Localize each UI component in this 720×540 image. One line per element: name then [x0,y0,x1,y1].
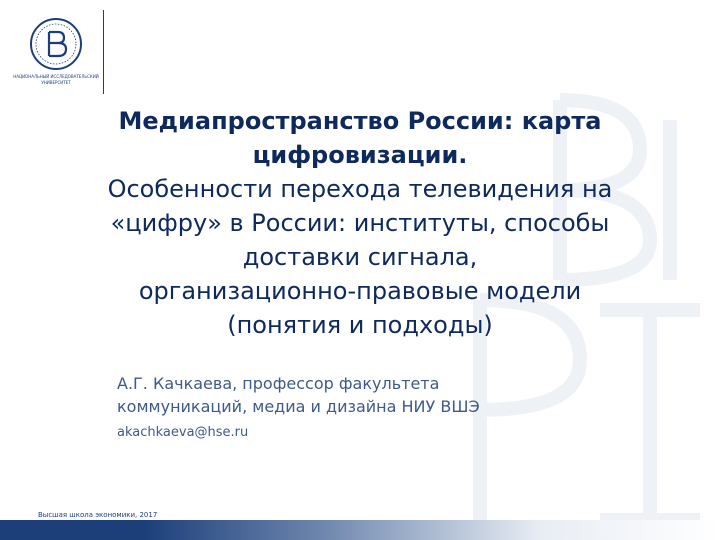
subtitle-line4: организационно-правовые модели [138,277,582,305]
subtitle-line5: (понятия и подходы) [227,311,493,339]
slide-title [60,104,660,342]
author-info [117,372,637,418]
author-email[interactable]: akachkaeva@hse.ru [117,425,249,440]
subtitle-line1: Особенности перехода телевидения на [107,175,613,203]
footer-bar [0,520,720,540]
footer-text: Высшая школа экономики, 2017 [38,511,158,519]
logo-divider [103,10,104,94]
hse-logo [10,8,106,94]
subtitle-line2: «цифру» в России: институты, способы [110,209,610,237]
logo-caption-line1: НАЦИОНАЛЬНЫЙ ИССЛЕДОВАТЕЛЬСКИЙ [13,74,99,79]
subtitle-line3: доставки сигнала, [242,243,478,271]
author-line1: А.Г. Качкаева, профессор факультета [117,374,440,393]
hse-logo-emblem [10,8,106,94]
author-line2: коммуникаций, медиа и дизайна НИУ ВШЭ [117,397,480,416]
logo-caption-line2: УНИВЕРСИТЕТ [41,80,71,85]
title-bold-line2: цифровизации. [252,141,468,169]
title-bold-line1: Медиапространство России: карта [118,107,602,135]
